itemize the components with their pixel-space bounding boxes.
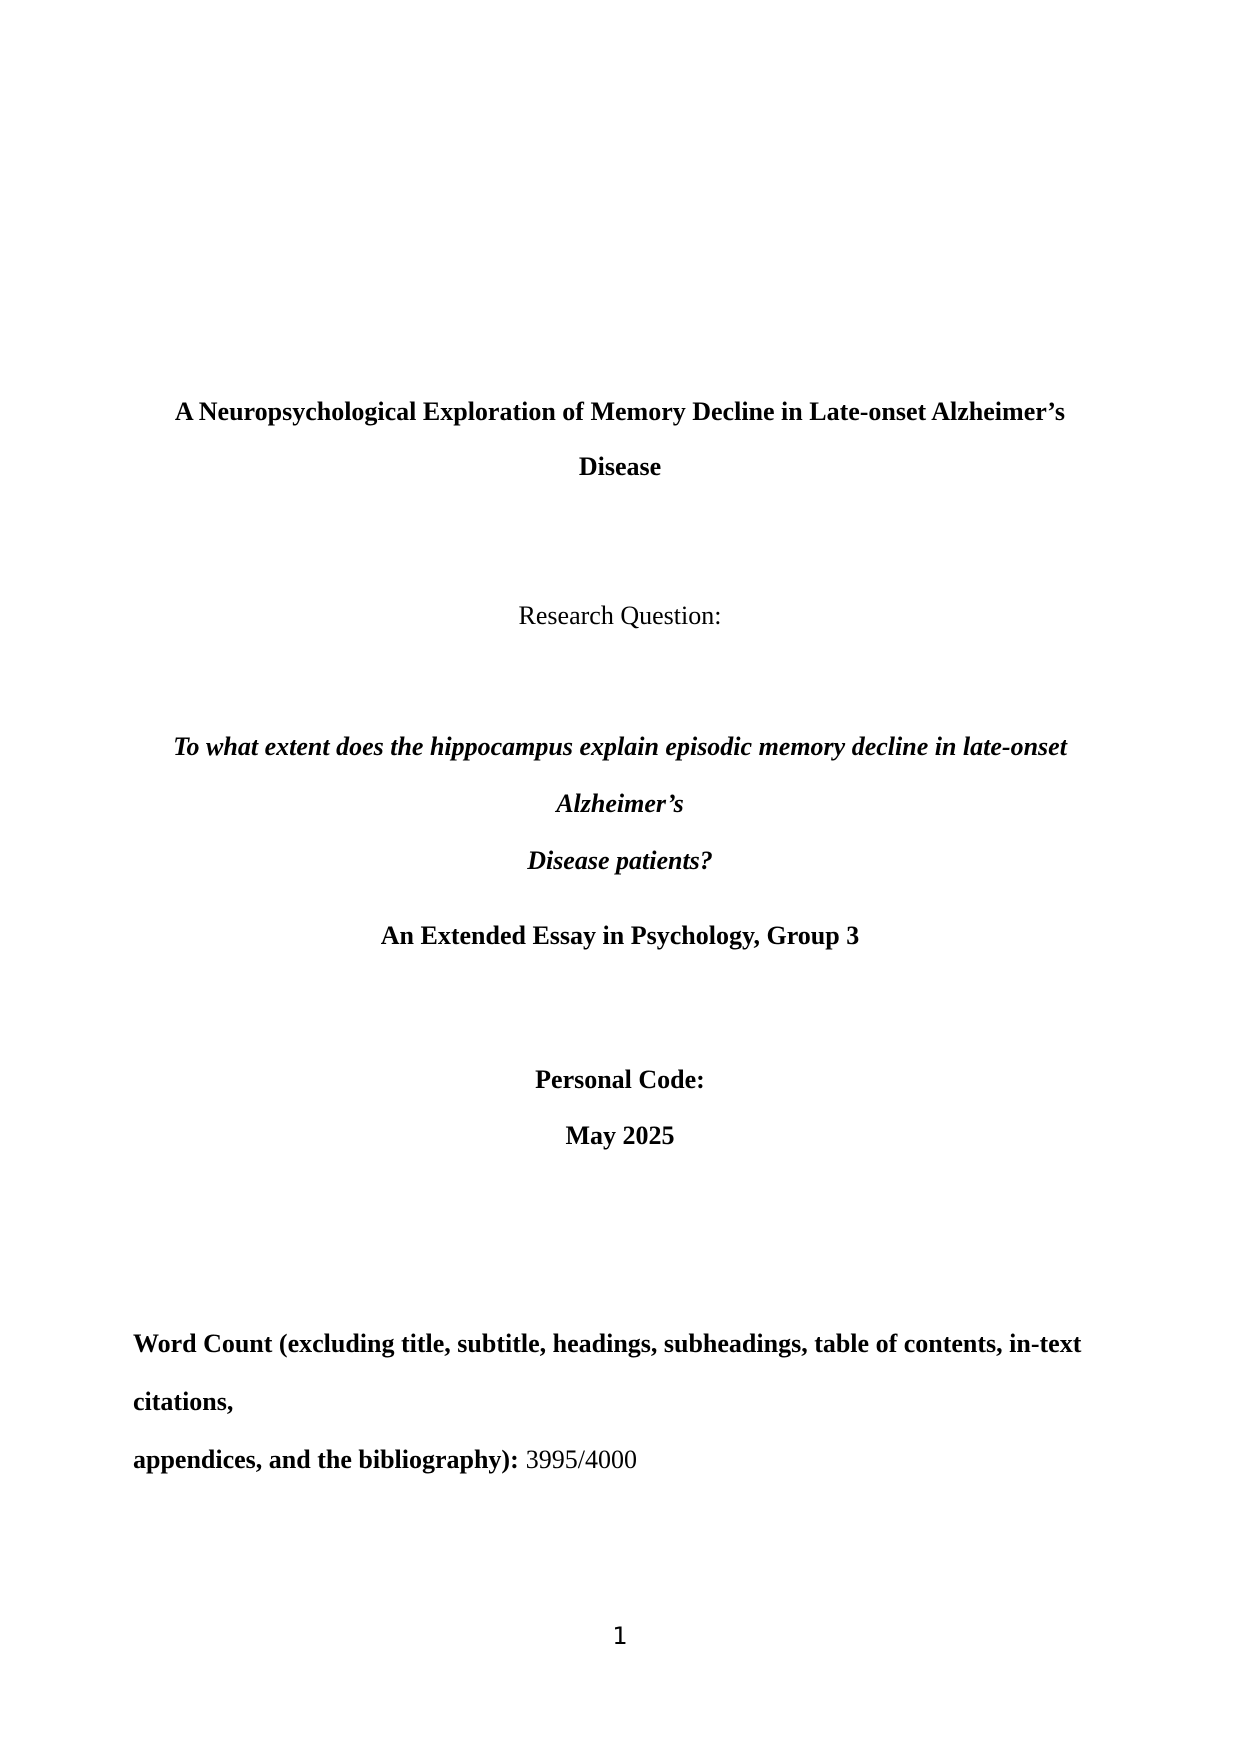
personal-code-label: Personal Code: [535, 1065, 705, 1094]
personal-code-section [133, 1052, 1107, 1164]
research-question-text [133, 718, 1107, 889]
essay-title [133, 384, 1107, 494]
essay-title-line2: Disease [578, 452, 662, 481]
word-count-section [133, 1315, 1107, 1489]
essay-type-line: An Extended Essay in Psychology, Group 3 [380, 921, 860, 950]
word-count-label-line1: Word Count (excluding title, subtitle, headings, subheadings, table of contents, in-text citations, [133, 1329, 1082, 1416]
essay-title-line1: A Neuropsychological Exploration of Memory Decline in Late-onset Alzheimer’s [174, 397, 1066, 426]
word-count-line2 [133, 1431, 1107, 1489]
research-question-line2: Disease patients? [527, 846, 713, 875]
research-question-line1: To what extent does the hippocampus explain episodic memory decline in late-onset Alzheimer’s [173, 732, 1067, 818]
exam-session: May 2025 [565, 1121, 675, 1150]
page-number: 1 [612, 1622, 628, 1650]
word-count-label-line2: appendices, and the bibliography): [133, 1445, 519, 1474]
research-question-label: Research Question: [518, 601, 722, 630]
word-count-value: 3995/4000 [525, 1445, 637, 1474]
